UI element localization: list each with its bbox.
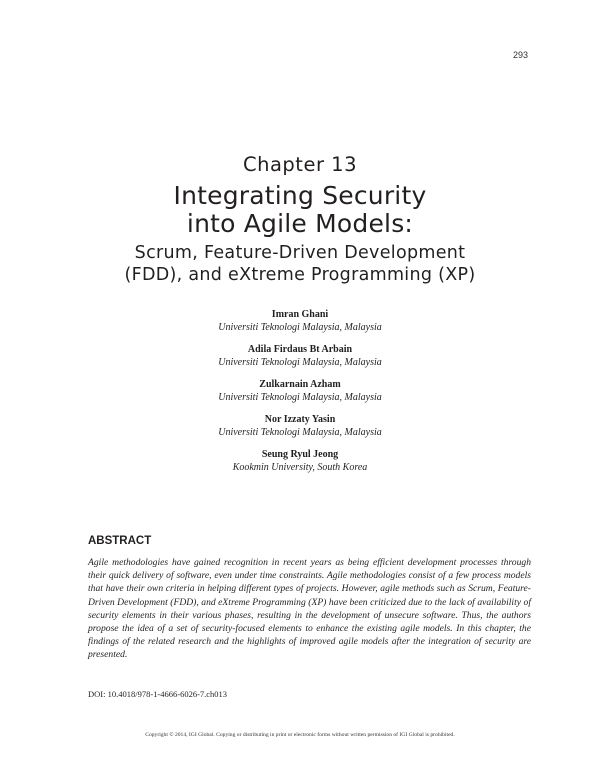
- chapter-title: [0, 182, 600, 238]
- chapter-label: Chapter 13: [243, 153, 357, 176]
- chapter-subtitle: [0, 242, 600, 286]
- author-name: Zulkarnain Azham: [259, 379, 341, 390]
- author-entry: [0, 308, 600, 334]
- author-affiliation: Universiti Teknologi Malaysia, Malaysia: [218, 322, 382, 333]
- abstract-text: Agile methodologies have gained recognition in recent years as being efficient development processes through their quick delivery of software, even under time constraints. Agile methodologies consist of a few process models that have their own criteria in helping different types of projects. However, agile methods such as Scrum, Feature-Driven Development (FDD), and eXtreme Programming (XP) have been criticized due to the lack of availability of security elements in their various phases, resulting in the development of unsecure software. Thus, the authors propose the idea of a set of security-focused elements to enhance the existing agile models. In this chapter, the findings of the related research and the highlights of improved agile models after the integration of security are presented.: [88, 557, 531, 661]
- chapter-subtitle-line: Scrum, Feature-Driven Development: [134, 243, 466, 263]
- author-affiliation: Universiti Teknologi Malaysia, Malaysia: [218, 392, 382, 403]
- author-entry: [0, 343, 600, 369]
- author-name: Nor Izzaty Yasin: [264, 414, 336, 425]
- author-name: Adila Firdaus Bt Arbain: [247, 344, 353, 355]
- author-affiliation: Universiti Teknologi Malaysia, Malaysia: [218, 427, 382, 438]
- chapter-heading: [0, 152, 600, 286]
- abstract-section: [88, 535, 531, 662]
- doi: DOI: 10.4018/978-1-4666-6026-7.ch013: [88, 689, 228, 699]
- author-list: [0, 308, 600, 483]
- author-entry: [0, 378, 600, 404]
- author-affiliation: Kookmin University, South Korea: [232, 462, 368, 473]
- copyright-notice: Copyright © 2014, IGI Global. Copying or distributing in print or electronic forms without written permission of IGI Global is prohibited.: [145, 732, 455, 738]
- chapter-title-line: into Agile Models:: [186, 209, 414, 238]
- abstract-heading: ABSTRACT: [88, 535, 152, 547]
- author-name: Seung Ryul Jeong: [261, 449, 339, 460]
- chapter-title-line: Integrating Security: [173, 181, 427, 210]
- chapter-subtitle-line: (FDD), and eXtreme Programming (XP): [124, 265, 476, 285]
- author-entry: [0, 448, 600, 474]
- author-entry: [0, 413, 600, 439]
- page-number: 293: [512, 50, 528, 60]
- author-affiliation: Universiti Teknologi Malaysia, Malaysia: [218, 357, 382, 368]
- author-name: Imran Ghani: [271, 309, 329, 320]
